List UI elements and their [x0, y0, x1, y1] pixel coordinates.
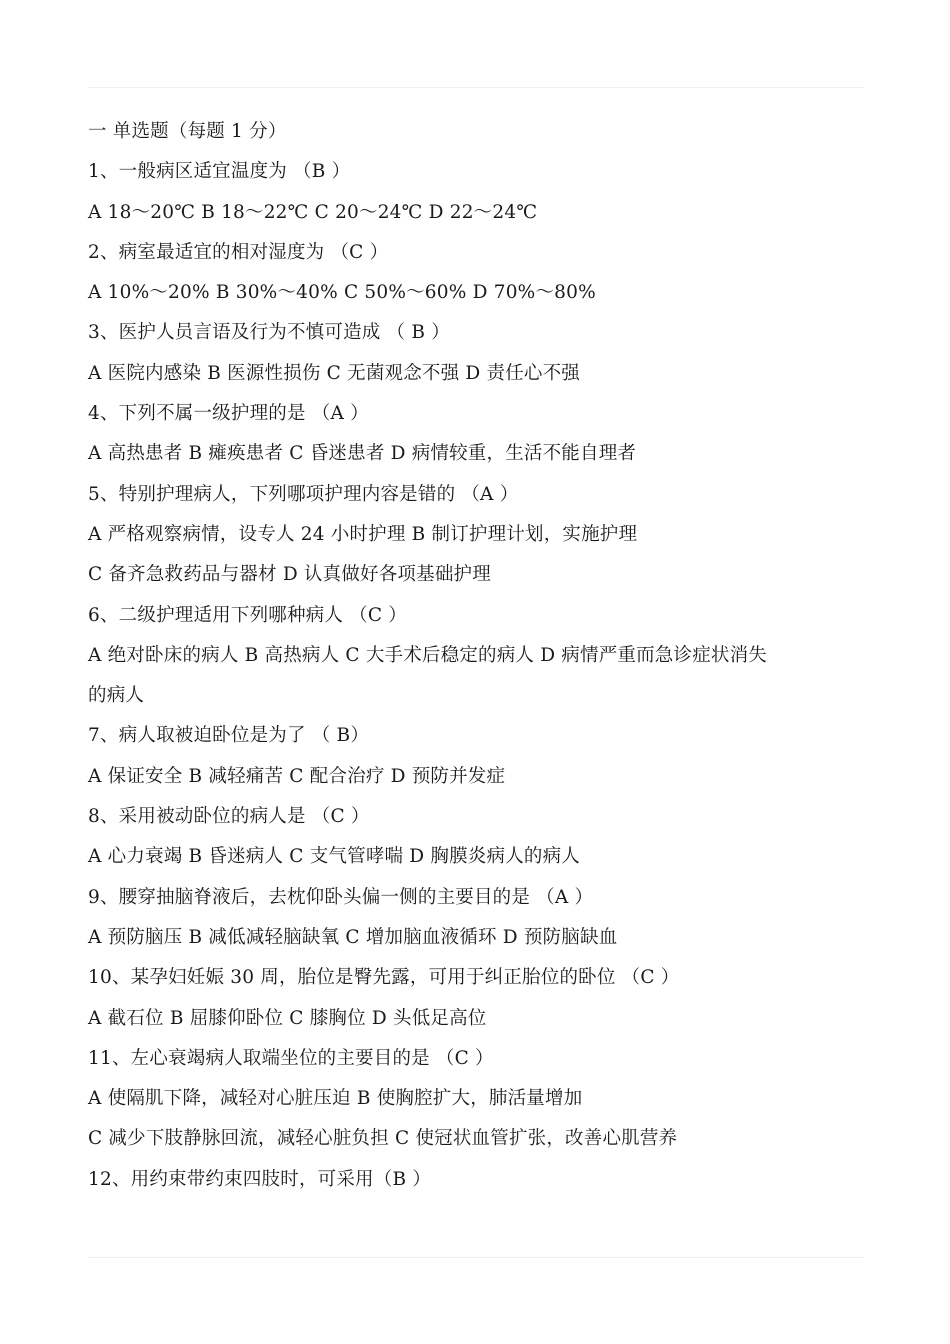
question-2-options: A 10%～20% B 30%～40% C 50%～60% D 70%～80%: [88, 282, 596, 304]
question-2: 2、病室最适宜的相对湿度为 （C ）: [88, 241, 389, 263]
question-11-options-line1: A 使隔肌下降，减轻对心脏压迫 B 使胸腔扩大，肺活量增加: [88, 1088, 583, 1110]
section-heading: 一 单选题（每题 1 分）: [88, 121, 287, 142]
question-3-options: A 医院内感染 B 医源性损伤 C 无菌观念不强 D 责任心不强: [88, 362, 581, 384]
question-1: 1、一般病区适宜温度为 （B ）: [88, 161, 351, 183]
question-4-options: A 高热患者 B 瘫痪患者 C 昏迷患者 D 病情较重，生活不能自理者: [88, 443, 637, 465]
question-8: 8、采用被动卧位的病人是 （C ）: [88, 806, 370, 828]
question-7-options: A 保证安全 B 减轻痛苦 C 配合治疗 D 预防并发症: [88, 765, 506, 787]
document-body: [88, 112, 868, 1200]
question-3: 3、医护人员言语及行为不慎可造成 （ B ）: [88, 322, 450, 344]
header-divider: [88, 87, 863, 88]
question-5-options-line2: C 备齐急救药品与器材 D 认真做好各项基础护理: [88, 564, 491, 586]
question-10-options: A 截石位 B 屈膝仰卧位 C 膝胸位 D 头低足高位: [88, 1007, 487, 1029]
question-5-options-line1: A 严格观察病情，设专人 24 小时护理 B 制订护理计划，实施护理: [88, 523, 638, 545]
footer-divider: [88, 1257, 863, 1258]
question-9: 9、腰穿抽脑脊液后，去枕仰卧头偏一侧的主要目的是 （A ）: [88, 886, 594, 908]
question-6: 6、二级护理适用下列哪种病人 （C ）: [88, 604, 407, 626]
question-1-options: A 18～20℃ B 18～22℃ C 20～24℃ D 22～24℃: [88, 201, 538, 223]
question-12: 12、用约束带约束四肢时，可采用（B ）: [88, 1168, 432, 1190]
question-6-options-line1: A 绝对卧床的病人 B 高热病人 C 大手术后稳定的病人 D 病情严重而急诊症状消失: [88, 644, 768, 666]
question-11: 11、左心衰竭病人取端坐位的主要目的是 （C ）: [88, 1047, 494, 1069]
question-5: 5、特别护理病人，下列哪项护理内容是错的 （A ）: [88, 483, 519, 505]
question-11-options-line2: C 减少下肢静脉回流，减轻心脏负担 C 使冠状血管扩张，改善心肌营养: [88, 1128, 678, 1150]
question-10: 10、某孕妇妊娠 30 周，胎位是臀先露，可用于纠正胎位的卧位 （C ）: [88, 967, 680, 989]
question-8-options: A 心力衰竭 B 昏迷病人 C 支气管哮喘 D 胸膜炎病人的病人: [88, 846, 581, 868]
question-4: 4、下列不属一级护理的是 （A ）: [88, 403, 369, 425]
question-9-options: A 预防脑压 B 减低减轻脑缺氧 C 增加脑血液循环 D 预防脑缺血: [88, 926, 618, 948]
question-6-options-line2: 的病人: [88, 685, 145, 707]
question-7: 7、病人取被迫卧位是为了 （ B）: [88, 725, 370, 747]
